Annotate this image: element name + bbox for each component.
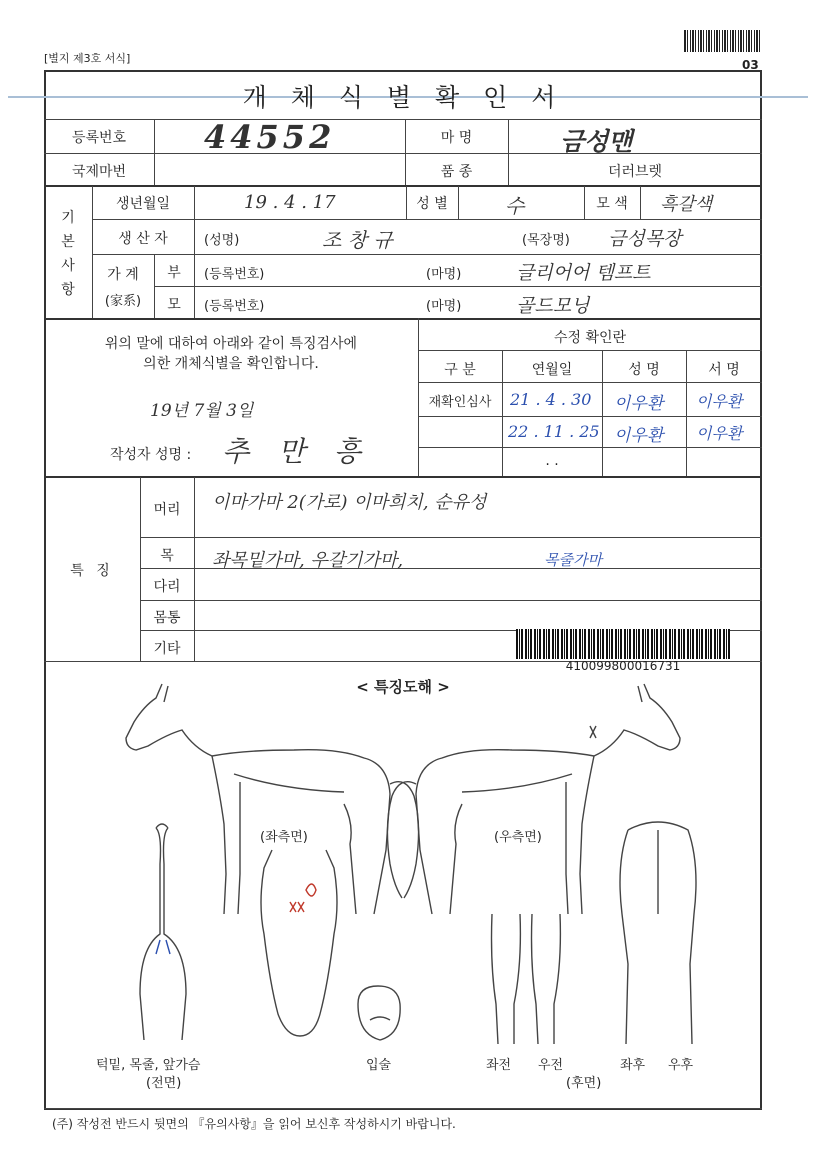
dam-name-value: 골드모닝 xyxy=(516,295,590,317)
footnote: (주) 작성전 반드시 뒷면의 『유의사항』을 읽어 보신후 작성하시기 바랍니다. xyxy=(52,1117,456,1131)
dam-reg-label: (등록번호) xyxy=(204,299,265,314)
neck-value-blue: 목줄가마 xyxy=(544,551,602,569)
farm-label: (목장명) xyxy=(522,233,570,248)
rev-header-type: 구 분 xyxy=(444,362,476,378)
head-value: 이마가마 2(가로) 이마희치, 순유성 xyxy=(212,492,487,513)
front-view-drawing xyxy=(140,824,186,1040)
producer-label: 생 산 자 xyxy=(118,231,168,247)
dam-name-label: (마명) xyxy=(426,299,462,314)
intl-no-label: 국제마번 xyxy=(71,164,127,180)
rev-row1-sign: 이우환 xyxy=(696,392,743,411)
rev-row3-date: . . xyxy=(545,453,559,469)
sire-name-value: 글리어어 템프트 xyxy=(516,262,651,284)
sire-label: 부 xyxy=(167,265,181,281)
rev-row2-name: 이우환 xyxy=(614,426,664,446)
left-hind-label: 좌후 xyxy=(620,1058,646,1073)
front-label: (전면) xyxy=(146,1076,182,1091)
basic-label-2: 본 xyxy=(61,234,75,250)
revision-title: 수정 확인란 xyxy=(553,330,627,346)
rev-row1-name: 이우환 xyxy=(614,394,664,414)
statement-line-1: 위의 말에 대하여 아래와 같이 특징검사에 xyxy=(104,336,358,352)
document-title: 개 체 식 별 확 인 서 xyxy=(242,83,564,112)
breed-value: 더러브렛 xyxy=(607,164,663,180)
page-number: 03 xyxy=(742,58,759,72)
basic-label-3: 사 xyxy=(61,258,75,274)
birth-value: 19 . 4 . 17 xyxy=(244,192,336,213)
right-fore-label: 우전 xyxy=(538,1058,564,1073)
form-number: [별지 제3호 서식] xyxy=(44,52,131,65)
neck-label: 목 xyxy=(160,548,174,564)
right-side-horse-drawing xyxy=(387,684,680,914)
top-barcode xyxy=(684,30,760,52)
rev-row1-type: 재확인심사 xyxy=(428,395,492,410)
birth-label: 생년월일 xyxy=(115,196,171,212)
head-front-drawing xyxy=(261,850,337,1036)
lips-drawing xyxy=(358,986,400,1040)
leg-label: 다리 xyxy=(153,579,181,595)
sire-reg-label: (등록번호) xyxy=(204,267,265,282)
rev-header-date: 연월일 xyxy=(531,362,573,378)
pedigree-label: 가 계 xyxy=(107,267,139,283)
rev-row2-sign: 이우환 xyxy=(696,424,743,443)
right-hind-label: 우후 xyxy=(668,1058,694,1073)
author-label: 작성자 성명 : xyxy=(110,447,192,463)
dam-label: 모 xyxy=(167,297,181,313)
horse-diagram xyxy=(44,664,762,1104)
etc-label: 기타 xyxy=(153,641,181,657)
rear-label: (후면) xyxy=(566,1076,602,1091)
sex-value: 수 xyxy=(505,194,525,218)
pedigree-hanja: (家系) xyxy=(104,294,142,309)
head-label: 머리 xyxy=(153,502,181,518)
diagram-title: < 특징도해 > xyxy=(356,678,450,696)
rev-row1-date: 21 . 4 . 30 xyxy=(510,390,592,409)
author-signature: 추 만 흥 xyxy=(222,435,371,468)
right-side-label: (우측면) xyxy=(494,830,542,845)
confirm-date: 19년 7월 3일 xyxy=(150,401,254,421)
left-side-horse-drawing xyxy=(126,684,419,914)
reg-no-label: 등록번호 xyxy=(71,130,127,146)
horse-name-value: 금성맨 xyxy=(560,127,633,156)
sire-name-label: (마명) xyxy=(426,267,462,282)
rev-header-sign: 서 명 xyxy=(708,362,740,378)
color-value: 흑갈색 xyxy=(660,194,713,215)
producer-name-value: 조 창 규 xyxy=(322,228,393,252)
hind-view-drawing xyxy=(620,822,696,1044)
body-label: 몸통 xyxy=(153,610,181,626)
breed-label: 품 종 xyxy=(440,164,473,180)
reg-no-value: 44552 xyxy=(204,118,336,156)
left-fore-label: 좌전 xyxy=(486,1058,512,1073)
statement-line-2: 의한 개체식별을 확인합니다. xyxy=(143,356,319,372)
rev-header-name: 성 명 xyxy=(628,362,660,378)
color-label: 모 색 xyxy=(596,196,628,212)
fore-legs-drawing xyxy=(492,914,561,1044)
lips-label: 입술 xyxy=(366,1058,392,1073)
horse-name-label: 마 명 xyxy=(440,130,473,146)
basic-label-4: 항 xyxy=(61,282,75,298)
barcode-number: 410099800016731 xyxy=(565,659,681,673)
left-side-label: (좌측면) xyxy=(260,830,308,845)
neck-value: 좌목밑가마, 우갈기가마, xyxy=(212,550,404,571)
producer-name-label: (성명) xyxy=(204,233,240,248)
sample-barcode xyxy=(516,629,730,659)
sex-label: 성 별 xyxy=(416,196,448,212)
front-caption: 턱밑, 목줄, 앞가슴 xyxy=(96,1058,201,1073)
features-label: 특 징 xyxy=(70,563,114,579)
farm-value: 금성목장 xyxy=(608,228,682,250)
basic-label-1: 기 xyxy=(61,210,75,226)
rev-row2-date: 22 . 11 . 25 xyxy=(508,422,600,441)
